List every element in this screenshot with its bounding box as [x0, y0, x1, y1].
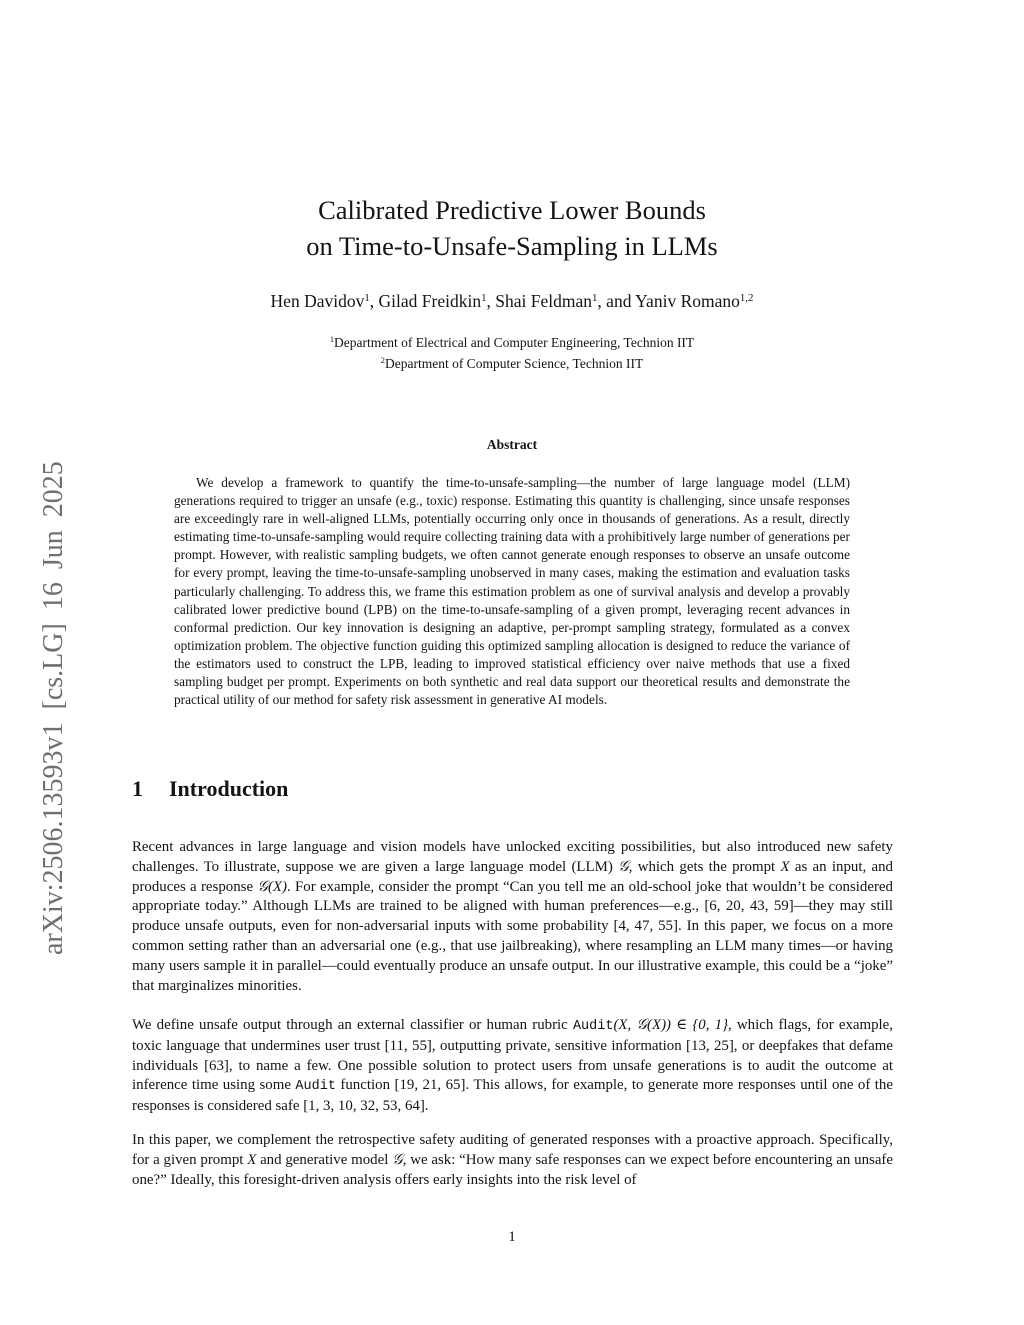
text-run: and generative model [256, 1151, 393, 1168]
author [495, 291, 597, 311]
author-name: Yaniv Romano [635, 291, 740, 311]
abstract-body: We develop a framework to quantify the time-to-unsafe-sampling—the number of large language model (LLM) generations required to trigger an unsafe (e.g., toxic) response. Estimating this quantity is challenging, since unsafe responses are exceedingly rare in well-aligned LLMs, potentially occurring only once in thousands of generations. As a result, directly estimating time-to-unsafe-sampling would require collecting training data with a prohibitively large number of generations per prompt. However, with realistic sampling budgets, we often cannot generate enough responses to observe an unsafe outcome for every prompt, leaving the time-to-unsafe-sampling unobserved in many cases, making the estimation and evaluation tasks particularly challenging. To address this, we frame this estimation problem as one of survival analysis and develop a provably calibrated lower predictive bound (LPB) on the time-to-unsafe-sampling of a given prompt, leveraging recent advances in conformal prediction. Our key innovation is designing an adaptive, per-prompt sampling strategy, formulated as a convex optimization problem. The objective function guiding this optimized sampling allocation is designed to reduce the variance of the estimators used to construct the LPB, leading to improved statistical efficiency over naive methods that use a fixed sampling budget per prompt. Experiments on both synthetic and real data support our theoretical results and demonstrate the practical utility of our method for safety risk assessment in generative AI models. [174, 475, 850, 708]
text-run: , which flags, for example, toxic language that undermines user trust [11, 55], outputting private, sensitive information [13, 25], or deepfakes that defame individuals [63], to name a few. One possible solution to protect users from unsafe generations is to audit the outcome at inference time using some [132, 1017, 893, 1094]
author-affiliation-mark: 1 [592, 292, 598, 305]
author-separator: , [486, 291, 496, 311]
arxiv-identifier-stamp: arXiv:2506.13593v1 [cs.LG] 16 Jun 2025 [38, 461, 69, 955]
affiliation-mark: 2 [380, 356, 385, 366]
math-symbol: X [247, 1151, 257, 1168]
body-paragraph [132, 1016, 893, 1117]
text-run: , which gets the prompt [628, 858, 781, 875]
code-token: Audit [572, 1019, 614, 1034]
author-separator: , [369, 291, 379, 311]
author-separator: , and [597, 291, 636, 311]
author-affiliation-mark: 1 [364, 292, 370, 305]
code-token: Audit [295, 1079, 336, 1095]
section-number: 1 [132, 776, 143, 801]
author-affiliation-mark: 1 [481, 292, 487, 305]
author-name: Gilad Freidkin [378, 291, 482, 311]
abstract-heading: Abstract [486, 437, 538, 452]
author-name: Shai Feldman [495, 291, 592, 311]
author-affiliation-mark: 1,2 [739, 292, 754, 305]
text-run: as an input, and produces a response [132, 858, 894, 895]
author [271, 291, 370, 311]
math-symbol: X [780, 858, 790, 875]
math-expression: 𝒢(X) [257, 878, 287, 895]
author [379, 291, 487, 311]
text-run: , we ask: “How many safe responses can we expect before encountering an unsafe one?” Ideally, this foresight-driven analysis offers early insights into the risk level of [132, 1151, 893, 1188]
text-run: In this paper, we complement the retrospective safety auditing of generated responses with a proactive approach. Specifically, for a given prompt [132, 1132, 893, 1168]
title-line-1: Calibrated Predictive Lower Bounds [318, 195, 706, 225]
body-paragraph [132, 1131, 893, 1190]
affiliation-mark: 1 [329, 335, 334, 345]
math-symbol: 𝒢 [392, 1151, 403, 1168]
paper-title [0, 192, 1024, 264]
author-name: Hen Davidov [270, 291, 365, 311]
affiliation [0, 354, 1024, 375]
author [635, 291, 753, 311]
math-expression: (X, 𝒢(X)) ∈ {0, 1} [613, 1017, 729, 1033]
section-title: Introduction [169, 776, 289, 801]
text-run: Recent advances in large language and vision models have unlocked exciting possibilities, but also introduced new safety challenges. To illustrate, suppose we are given a large language model (LLM) [132, 839, 893, 875]
title-line-2: on Time-to-Unsafe-Sampling in LLMs [306, 231, 718, 261]
text-run: We define unsafe output through an external classifier or human rubric [132, 1017, 573, 1033]
author-list [0, 291, 1024, 312]
text-run: function [19, 21, 65]. This allows, for example, to generate more responses until one of the responses is considered safe [1, 3, 10, 32, 53, 64]. [132, 1077, 893, 1115]
page-number: 1 [508, 1229, 516, 1245]
affiliation-list [0, 333, 1024, 375]
affiliation [0, 333, 1024, 354]
affiliation-text: Department of Computer Science, Technion IIT [384, 356, 644, 371]
math-symbol: 𝒢 [618, 858, 629, 875]
body-paragraph [132, 838, 893, 996]
affiliation-text: Department of Electrical and Computer Engineering, Technion IIT [334, 335, 695, 350]
text-run: . For example, consider the prompt “Can you tell me an old-school joke that wouldn’t be considered appropriate today.” Although LLMs are trained to be aligned with human preferences—e.g., [6, 20, 43, 59]—they may still produce unsafe outputs, even for non-adversarial inputs with some probability [4, 47, 55]. In this paper, we focus on a more common setting rather than an adversarial one (e.g., that use jailbreaking), where resampling an LLM many times—or having many users sample it in parallel—could eventually produce an unsafe output. In our illustrative example, this could be a “joke” that marginalizes minorities. [132, 878, 893, 994]
section-heading [132, 776, 288, 802]
